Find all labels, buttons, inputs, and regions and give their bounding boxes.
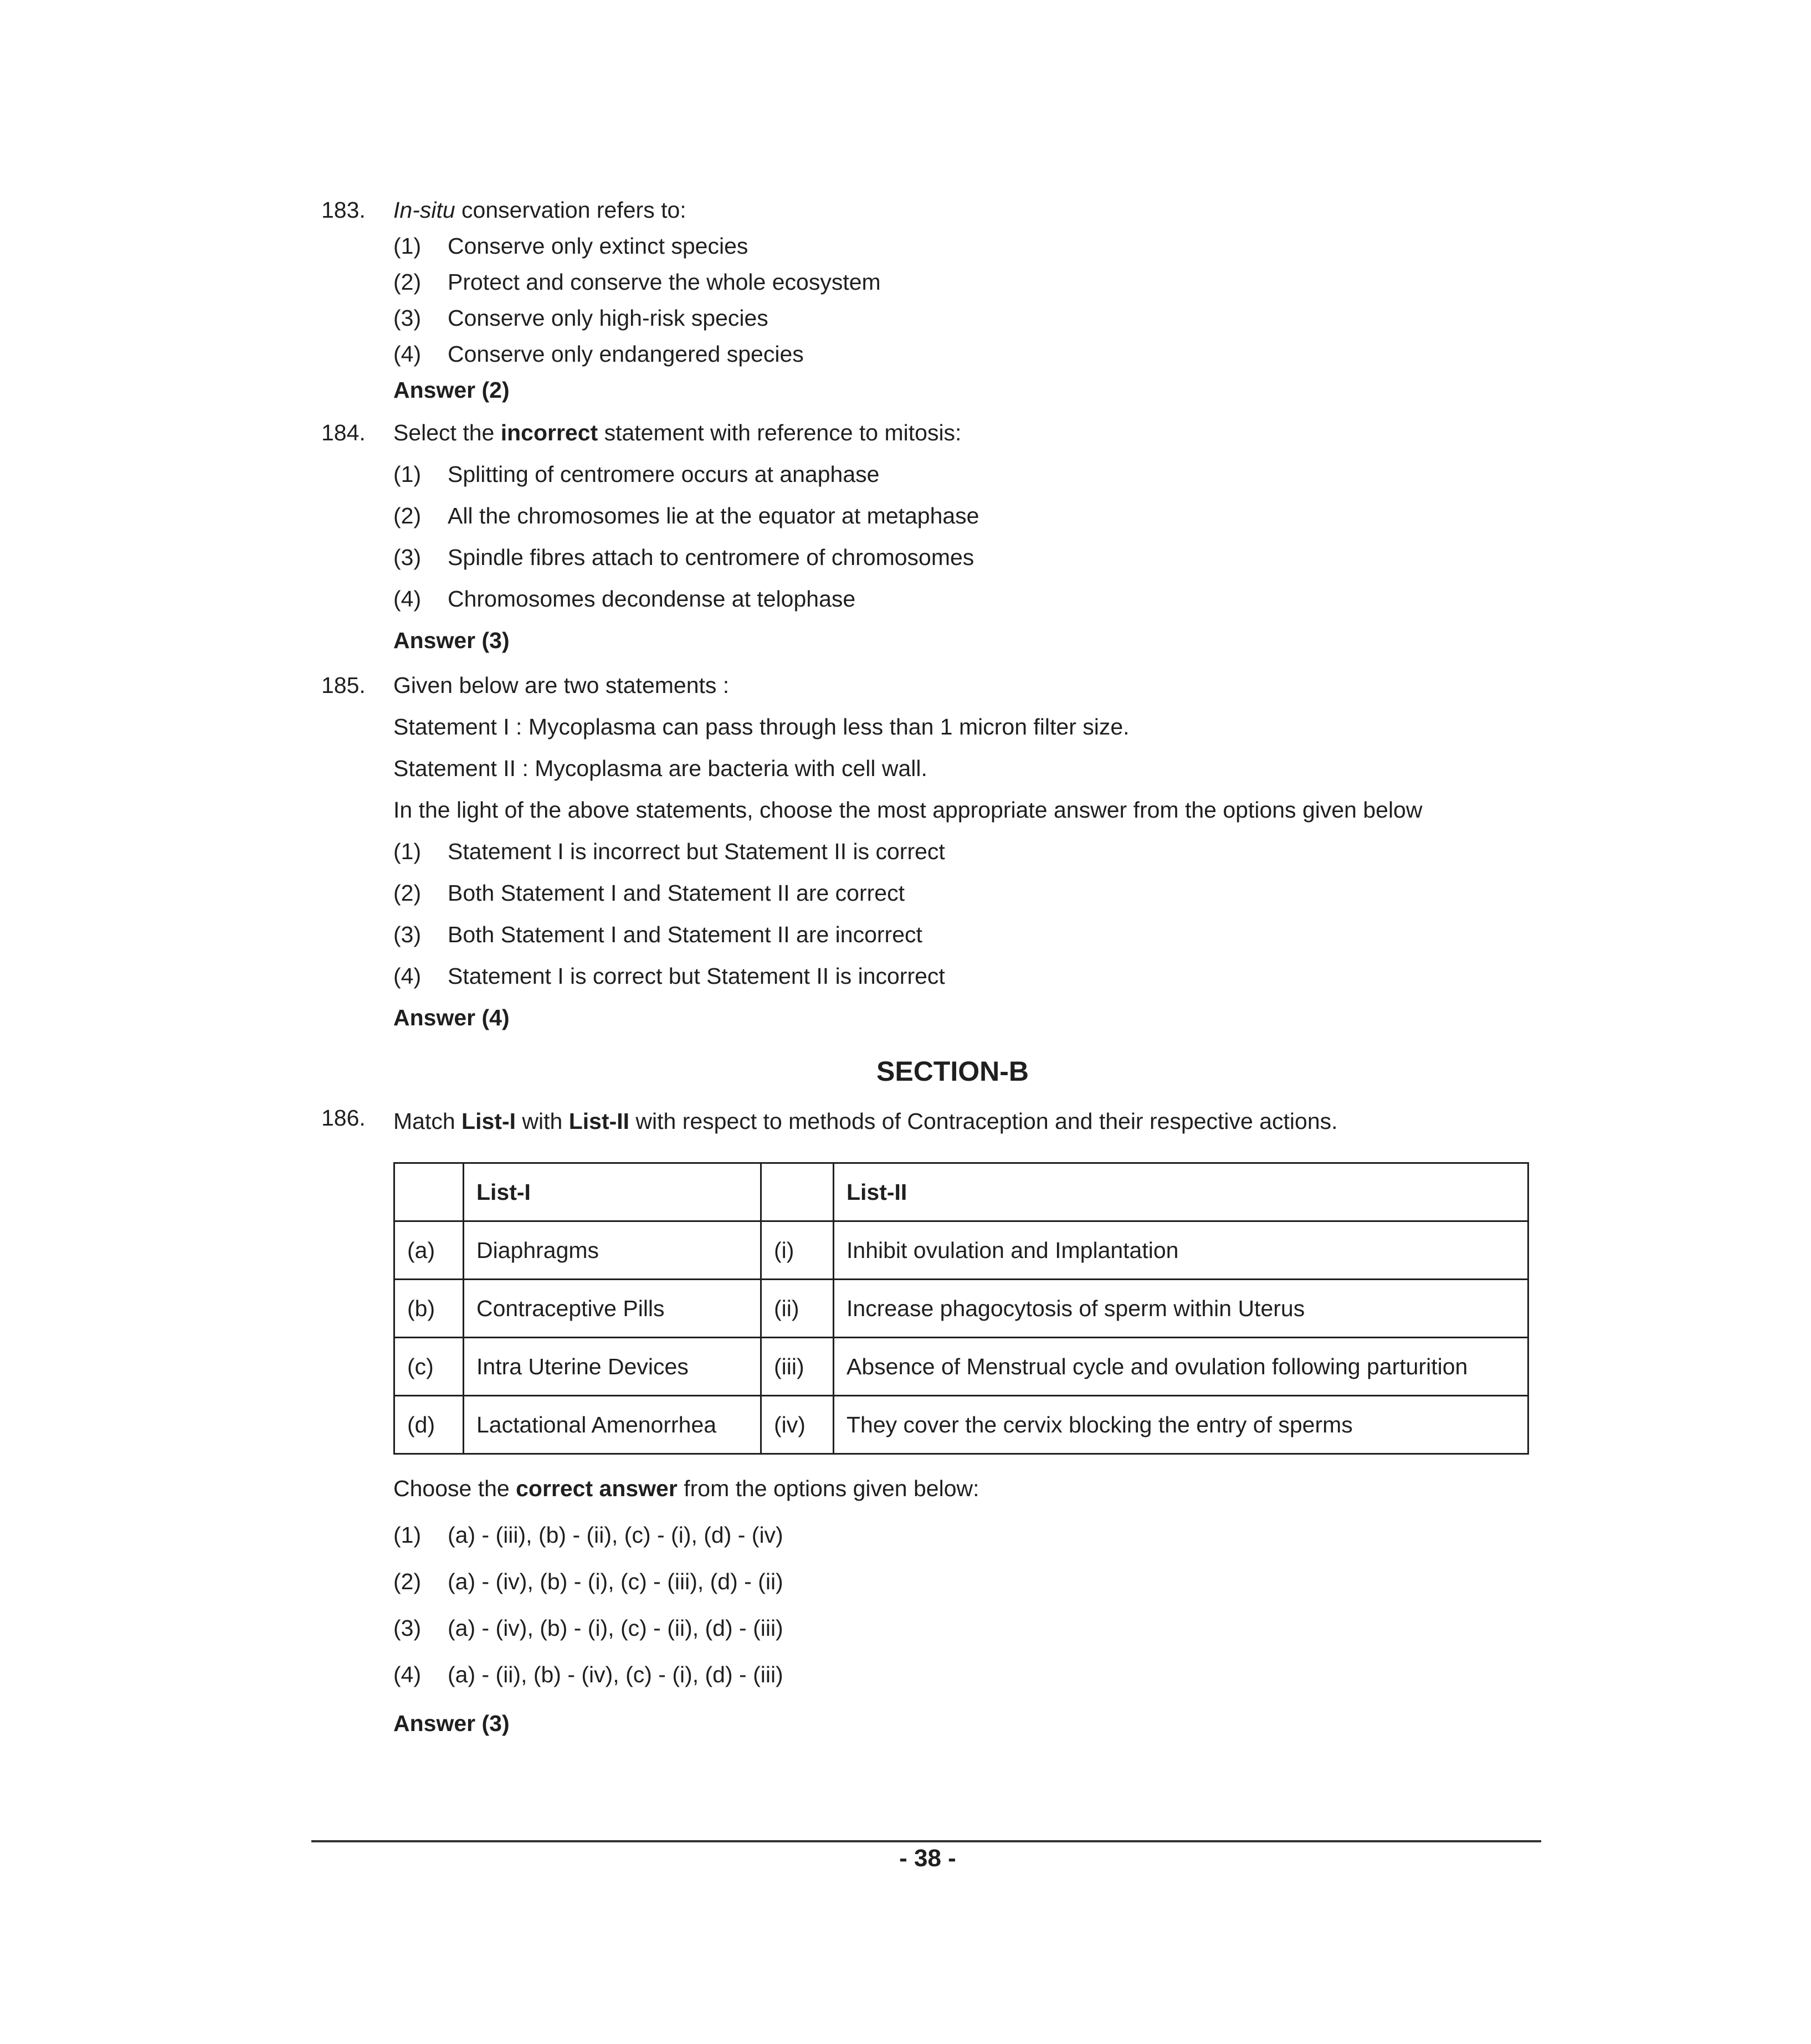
statement-2: Statement II : Mycoplasma are bacteria with cell wall. — [393, 756, 927, 781]
table-cell: (d) — [394, 1396, 464, 1454]
option-number: (2) — [393, 1569, 422, 1594]
option-text: (a) - (iv), (b) - (i), (c) - (iii), (d) - (ii) — [448, 1569, 783, 1594]
question-text: Given below are two statements : — [393, 672, 730, 698]
option-number: (2) — [393, 880, 422, 906]
statement-1: Statement I : Mycoplasma can pass through less than 1 micron filter size. — [393, 714, 1130, 739]
answer: Answer (2) — [393, 377, 510, 403]
question-text — [393, 419, 1518, 446]
option-2 — [393, 269, 1518, 305]
table-cell — [761, 1163, 834, 1221]
option-number: (2) — [393, 503, 422, 528]
answer: Answer (4) — [393, 1005, 510, 1030]
question-186 — [321, 1105, 1518, 1141]
option-1 — [393, 461, 1518, 502]
table-cell: (i) — [761, 1221, 834, 1280]
option-number: (1) — [393, 461, 422, 487]
option-3 — [393, 305, 1518, 341]
table-cell: (iii) — [761, 1338, 834, 1396]
table-cell — [394, 1163, 464, 1221]
option-number: (3) — [393, 922, 422, 947]
question-prompt: In the light of the above statements, choose the most appropriate answer from the options given below — [393, 797, 1423, 823]
question-number: 183. — [321, 197, 366, 223]
table-cell: (iv) — [761, 1396, 834, 1454]
option-4 — [393, 341, 1518, 377]
answer: Answer (3) — [393, 1711, 510, 1736]
question-text — [393, 1108, 1518, 1135]
table-header-row — [394, 1163, 1528, 1221]
bold-term: incorrect — [500, 420, 598, 445]
table-row — [394, 1338, 1528, 1396]
question-186-options — [321, 1475, 1518, 1737]
option-text: (a) - (iii), (b) - (ii), (c) - (i), (d) - (iv) — [448, 1522, 783, 1548]
option-number: (3) — [393, 545, 422, 570]
option-text: Chromosomes decondense at telophase — [448, 586, 856, 612]
answer: Answer (3) — [393, 628, 510, 653]
table-header-list-i: List-I — [464, 1163, 761, 1221]
question-184 — [321, 419, 1518, 654]
option-1 — [393, 1522, 1518, 1568]
option-text: Both Statement I and Statement II are incorrect — [448, 922, 922, 947]
table-cell: Inhibit ovulation and Implantation — [834, 1221, 1528, 1280]
table-cell: Lactational Amenorrhea — [464, 1396, 761, 1454]
question-number: 185. — [321, 672, 366, 698]
option-number: (4) — [393, 341, 422, 367]
table-cell: Increase phagocytosis of sperm within Uterus — [834, 1280, 1528, 1338]
option-text: Conserve only endangered species — [448, 341, 804, 367]
option-text: Splitting of centromere occurs at anaphase — [448, 461, 880, 487]
option-number: (1) — [393, 233, 422, 259]
option-4 — [393, 1661, 1518, 1710]
footer-divider — [311, 1840, 1541, 1842]
option-number: (4) — [393, 586, 422, 612]
option-number: (1) — [393, 1522, 422, 1548]
option-text: Spindle fibres attach to centromere of chromosomes — [448, 545, 974, 570]
question-number: 184. — [321, 420, 366, 445]
option-text: Protect and conserve the whole ecosystem — [448, 269, 881, 295]
option-number: (3) — [393, 305, 422, 331]
option-2 — [393, 880, 1518, 921]
table-cell: They cover the cervix blocking the entry of sperms — [834, 1396, 1528, 1454]
option-1 — [393, 838, 1518, 880]
table-cell: Absence of Menstrual cycle and ovulation following parturition — [834, 1338, 1528, 1396]
option-number: (2) — [393, 269, 422, 295]
text-segment: Match — [393, 1108, 462, 1134]
text-segment: Choose the — [393, 1476, 516, 1501]
table-cell: Contraceptive Pills — [464, 1280, 761, 1338]
text-segment: Select the — [393, 420, 501, 445]
option-text: Conserve only extinct species — [448, 233, 748, 259]
table-cell: (b) — [394, 1280, 464, 1338]
text-segment: statement with reference to mitosis: — [598, 420, 962, 445]
table-row — [394, 1221, 1528, 1280]
table-cell: (ii) — [761, 1280, 834, 1338]
text-segment: with — [515, 1108, 569, 1134]
option-text: (a) - (iv), (b) - (i), (c) - (ii), (d) - (iii) — [448, 1615, 783, 1641]
bold-term: List-I — [461, 1108, 516, 1134]
option-number: (1) — [393, 839, 422, 864]
option-4 — [393, 586, 1518, 627]
question-text — [393, 197, 1518, 224]
table-cell: Intra Uterine Devices — [464, 1338, 761, 1396]
option-number: (3) — [393, 1615, 422, 1641]
text-segment: from the options given below: — [677, 1476, 979, 1501]
question-183 — [321, 197, 1518, 404]
choose-instruction — [393, 1475, 1518, 1522]
option-text: Both Statement I and Statement II are correct — [448, 880, 905, 906]
question-185 — [321, 672, 1518, 1031]
page-number: - 38 - — [899, 1845, 956, 1872]
option-2 — [393, 1568, 1518, 1615]
table-cell: (a) — [394, 1221, 464, 1280]
table-row — [394, 1396, 1528, 1454]
table-cell: Diaphragms — [464, 1221, 761, 1280]
question-text-rest: conservation refers to: — [455, 197, 686, 223]
option-4 — [393, 963, 1518, 1004]
option-text: (a) - (ii), (b) - (iv), (c) - (i), (d) - (iii) — [448, 1662, 783, 1687]
bold-term: correct answer — [516, 1476, 678, 1501]
option-3 — [393, 921, 1518, 963]
option-text: All the chromosomes lie at the equator at metaphase — [448, 503, 979, 528]
option-text: Conserve only high-risk species — [448, 305, 768, 331]
table-row — [394, 1280, 1528, 1338]
option-2 — [393, 502, 1518, 544]
section-title: SECTION-B — [876, 1056, 1029, 1087]
italic-term: In-situ — [393, 197, 455, 223]
option-1 — [393, 233, 1518, 269]
text-segment: with respect to methods of Contraception and their respective actions. — [629, 1108, 1338, 1134]
option-text: Statement I is correct but Statement II is incorrect — [448, 963, 945, 989]
option-3 — [393, 1615, 1518, 1661]
bold-term: List-II — [568, 1108, 630, 1134]
table-header-list-ii: List-II — [834, 1163, 1528, 1221]
option-number: (4) — [393, 1662, 422, 1687]
question-number: 186. — [321, 1105, 366, 1131]
option-number: (4) — [393, 963, 422, 989]
option-text: Statement I is incorrect but Statement II is correct — [448, 839, 945, 864]
table-cell: (c) — [394, 1338, 464, 1396]
match-table — [393, 1162, 1529, 1455]
option-3 — [393, 544, 1518, 586]
